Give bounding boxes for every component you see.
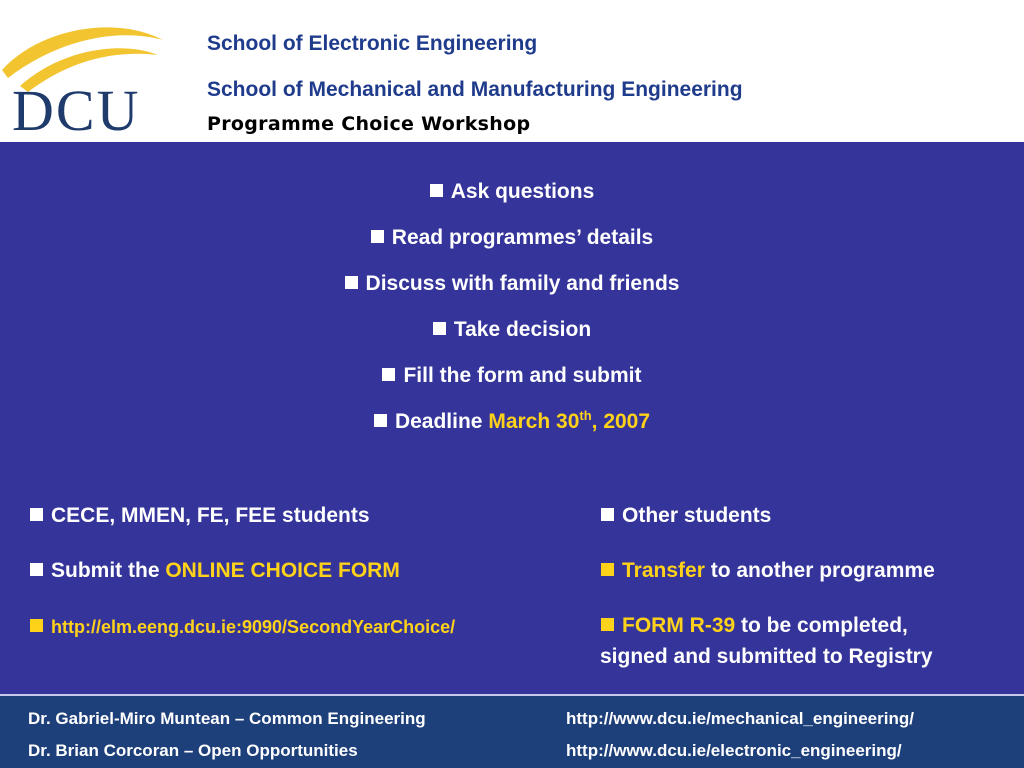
bullet-square-icon bbox=[345, 276, 358, 289]
step-take-decision: Take decision bbox=[0, 318, 1024, 342]
footer-url-mechanical[interactable]: http://www.dcu.ie/mechanical_engineering/ bbox=[566, 709, 914, 728]
choice-form-link[interactable]: http://elm.eeng.dcu.ie:9090/SecondYearChoice/ bbox=[51, 617, 456, 637]
bullet-square-icon bbox=[433, 322, 446, 335]
bullet-square-icon bbox=[371, 230, 384, 243]
bullet-square-icon bbox=[30, 563, 43, 576]
bullet-square-icon bbox=[430, 184, 443, 197]
header bbox=[0, 0, 1024, 142]
submit-online-form: Submit the ONLINE CHOICE FORM bbox=[30, 559, 400, 583]
footer-url-electronic[interactable]: http://www.dcu.ie/electronic_engineering/ bbox=[566, 741, 902, 760]
step-read-details: Read programmes’ details bbox=[0, 226, 1024, 250]
bullet-square-icon bbox=[382, 368, 395, 381]
bullet-square-icon bbox=[30, 619, 43, 632]
step-discuss: Discuss with family and friends bbox=[0, 272, 1024, 296]
bullet-square-icon bbox=[601, 618, 614, 631]
right-students: Other students bbox=[601, 504, 771, 528]
footer-contact-corcoran: Dr. Brian Corcoran – Open Opportunities bbox=[28, 741, 358, 760]
school-mechanical-title: School of Mechanical and Manufacturing Engineering bbox=[207, 78, 743, 101]
workshop-title: Programme Choice Workshop bbox=[207, 113, 531, 135]
step-fill-form: Fill the form and submit bbox=[0, 364, 1024, 388]
school-electronic-title: School of Electronic Engineering bbox=[207, 32, 538, 55]
form-r39-row: FORM R-39 to be completed, bbox=[601, 614, 908, 638]
transfer-row: Transfer to another programme bbox=[601, 559, 935, 583]
step-ask-questions: Ask questions bbox=[0, 180, 1024, 204]
bullet-square-icon bbox=[601, 508, 614, 521]
form-r39-continued: signed and submitted to Registry bbox=[600, 645, 933, 668]
logo-text: DCU bbox=[12, 78, 141, 138]
footer-contact-muntean: Dr. Gabriel-Miro Muntean – Common Engineering bbox=[28, 709, 426, 728]
left-students: CECE, MMEN, FE, FEE students bbox=[30, 504, 370, 528]
bullet-square-icon bbox=[30, 508, 43, 521]
choice-form-link-row bbox=[30, 615, 455, 639]
bullet-square-icon bbox=[374, 414, 387, 427]
deadline-date: March 30th, 2007 bbox=[488, 408, 651, 433]
bullet-square-icon bbox=[601, 563, 614, 576]
footer-divider bbox=[0, 694, 1024, 696]
dcu-logo bbox=[0, 10, 175, 138]
deadline: Deadline March 30th, 2007 bbox=[0, 410, 1024, 434]
